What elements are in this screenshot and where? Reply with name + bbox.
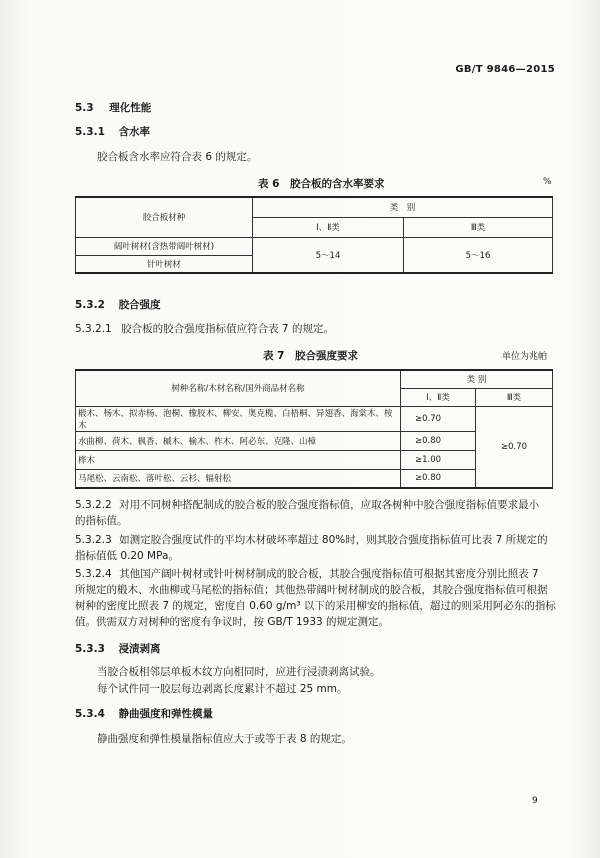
table-6-unit: % <box>543 177 552 187</box>
section-number: 5.3.2 <box>75 299 105 311</box>
section-5-3-1-heading <box>75 124 150 139</box>
clause-text-continued: 指标值低 0.20 MPa。 <box>75 550 179 562</box>
paragraph: 每个试件同一胶层每边剥离长度累计不超过 25 mm。 <box>97 683 348 695</box>
table-cell: ≥0.80 <box>401 469 476 488</box>
paragraph: 静曲强度和弹性模量指标值应大于或等于表 8 的规定。 <box>97 733 352 745</box>
section-5-3-3-heading <box>75 641 161 656</box>
table-header-cell: Ⅰ、Ⅱ类 <box>253 217 404 237</box>
clause-text-continued: 树种的密度比照表 7 的规定，密度自 0.60 g/m³ 以下的采用柳安的指标值，超过的则采用阿必东的指标 <box>75 600 556 612</box>
clause-5-3-2-4 <box>75 566 539 581</box>
clause-5-3-2-3 <box>75 532 548 547</box>
table-cell: 5～14 <box>253 237 404 273</box>
table-cell: 5～16 <box>404 237 553 273</box>
clause-5-3-2-1 <box>75 321 334 336</box>
section-number: 5.3.3 <box>75 643 105 655</box>
table-header-cell: Ⅲ类 <box>476 388 553 406</box>
section-title: 理化性能 <box>109 102 152 114</box>
table-6 <box>75 196 553 274</box>
table-header-cell: 胶合板材种 <box>76 197 253 237</box>
table-cell: ≥0.70 <box>401 406 476 431</box>
section-number: 5.3 <box>75 102 94 114</box>
table-header-cell: 树种名称/木材名称/国外商品材名称 <box>76 370 401 406</box>
clause-text: 对用不同树种搭配制成的胶合板的胶合强度指标值，应取各树种中胶合强度指标值要求最小 <box>119 499 540 511</box>
table-cell: 桦木 <box>76 450 401 469</box>
clause-5-3-2-2 <box>75 497 539 512</box>
clause-text: 胶合板的胶合强度指标值应符合表 7 的规定。 <box>121 323 334 335</box>
clause-text-continued: 所规定的椴木、水曲柳或马尾松的指标值；其他热带阔叶树材制成的胶合板，其胶合强度指标值可根据 <box>75 584 548 596</box>
section-number: 5.3.4 <box>75 708 105 720</box>
clause-number: 5.3.2.4 <box>75 568 112 580</box>
section-5-3-2-heading <box>75 297 161 312</box>
section-title: 含水率 <box>118 126 151 138</box>
clause-text-continued: 值。供需双方对树种的密度有争议时，按 GB/T 1933 的规定测定。 <box>75 616 390 628</box>
paragraph: 胶合板含水率应符合表 6 的规定。 <box>97 151 258 163</box>
clause-number: 5.3.2.3 <box>75 534 112 546</box>
table-cell: 马尾松、云南松、落叶松、云杉、辐射松 <box>76 469 401 488</box>
table-cell: ≥0.70 <box>476 406 553 488</box>
table-cell: 针叶树材 <box>76 255 253 273</box>
page-number: 9 <box>532 796 538 806</box>
table-header-cell: 类 别 <box>253 197 553 217</box>
clause-text-continued: 的指标值。 <box>75 515 128 527</box>
section-title: 静曲强度和弹性模量 <box>118 708 214 720</box>
standard-number: GB/T 9846—2015 <box>455 64 555 75</box>
table-cell: 水曲柳、荷木、枫香、槭木、榆木、柞木、阿必东、克隆、山樟 <box>76 431 401 450</box>
section-number: 5.3.1 <box>75 126 105 138</box>
table-7-caption: 表 7 胶合强度要求 <box>263 350 358 362</box>
table-header-cell: Ⅰ、Ⅱ类 <box>401 388 476 406</box>
table-header-cell: Ⅲ类 <box>404 217 553 237</box>
table-7 <box>75 369 553 489</box>
table-cell: ≥1.00 <box>401 450 476 469</box>
table-cell: 椴木、杨木、拟赤杨、泡桐、橡胶木、柳安、奥克榄、白梧桐、异翅香、海棠木、桉木 <box>76 406 401 431</box>
section-title: 浸渍剥离 <box>118 643 161 655</box>
table-cell: 阔叶树材(含热带阔叶树材) <box>76 237 253 255</box>
section-5-3-4-heading <box>75 706 213 721</box>
table-cell: ≥0.80 <box>401 431 476 450</box>
clause-text: 其他国产阔叶树材或针叶树材制成的胶合板，其胶合强度指标值可根据其密度分别比照表 7 <box>119 568 539 580</box>
section-5-3-heading <box>75 100 151 115</box>
clause-number: 5.3.2.2 <box>75 499 112 511</box>
clause-text: 如测定胶合强度试件的平均木材破坏率超过 80%时，则其胶合强度指标值可比表 7 所规定的 <box>119 534 548 546</box>
paragraph: 当胶合板相邻层单板木纹方向相同时，应进行浸渍剥离试验。 <box>97 666 381 678</box>
section-title: 胶合强度 <box>118 299 161 311</box>
table-7-unit: 单位为兆帕 <box>502 352 548 362</box>
table-6-caption: 表 6 胶合板的含水率要求 <box>258 178 385 190</box>
clause-number: 5.3.2.1 <box>75 323 112 335</box>
table-header-cell: 类 别 <box>401 370 553 388</box>
